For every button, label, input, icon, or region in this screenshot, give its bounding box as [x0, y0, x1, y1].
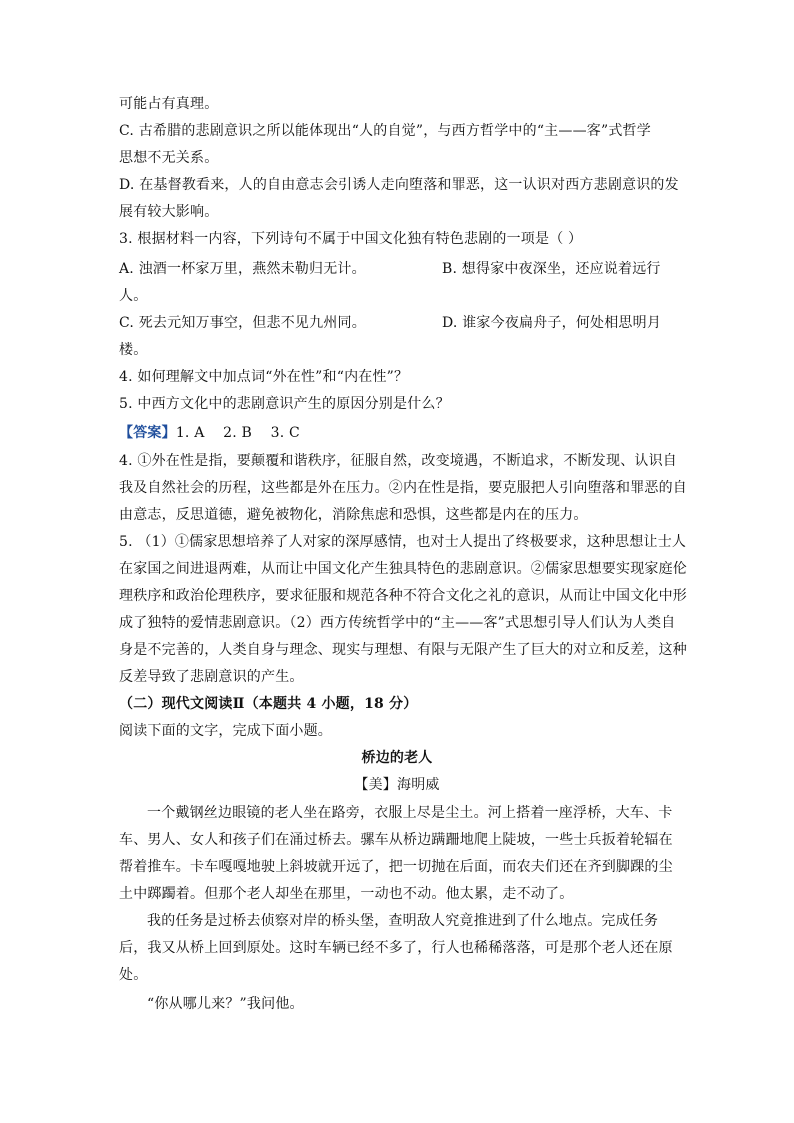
option-b-continued: 人。 — [119, 288, 148, 304]
story-dialogue: “你从哪儿来？”我问他。 — [147, 996, 304, 1012]
answer-line — [119, 423, 300, 443]
option-c: C. 死去元知万事空，但悲不见九州同。 — [119, 315, 366, 331]
story-paragraph-line: 处。 — [119, 967, 148, 983]
answer-5-line: 反差导致了悲剧意识的产生。 — [119, 669, 304, 685]
story-paragraph-line: 车、男人、女人和孩子们在涌过桥去。骡车从桥边蹒跚地爬上陡坡，一些士兵扳着轮辐在 — [119, 832, 673, 848]
answer-4-line: 由意志，反思道德，避免被物化，消除焦虑和恐惧，这些都是内在的压力。 — [119, 507, 588, 523]
answer-choices: 1. A 2. B 3. C — [175, 425, 300, 441]
question-5: 5. 中西方文化中的悲剧意识产生的原因分别是什么？ — [119, 396, 450, 412]
option-d-prev: D. 在基督教看来，人的自由意志会引诱人走向堕落和罪恶，这一认识对西方悲剧意识的发 — [119, 177, 679, 193]
story-paragraph-line: 帮着推车。卡车嘎嘎地驶上斜坡就开远了，把一切抛在后面，而农夫们还在齐到脚踝的尘 — [119, 859, 673, 875]
story-author: 【美】海明威 — [354, 777, 440, 793]
story-title: 桥边的老人 — [361, 750, 433, 766]
section-heading: （二）现代文阅读Ⅱ（本题共 4 小题，18 分） — [119, 696, 418, 712]
text-line: 可能占有真理。 — [119, 96, 219, 112]
answer-5-line: 5. （1）①儒家思想培养了人对家的深厚感情，也对士人提出了终极要求，这种思想让士人 — [119, 534, 687, 550]
option-b: B. 想得家中夜深坐，还应说着远行 — [442, 261, 661, 277]
story-paragraph-line: 后，我又从桥上回到原处。这时车辆已经不多了，行人也稀稀落落，可是那个老人还在原 — [119, 940, 673, 956]
question-4: 4. 如何理解文中加点词“外在性”和“内在性”？ — [119, 369, 409, 385]
story-paragraph-line: 土中踯躅着。但那个老人却坐在那里，一动也不动。他太累，走不动了。 — [119, 886, 574, 902]
text-line: 思想不无关系。 — [119, 150, 219, 166]
story-paragraph-line: 一个戴钢丝边眼镜的老人坐在路旁，衣服上尽是尘土。河上搭着一座浮桥，大车、卡 — [147, 805, 673, 821]
answer-tag: 【答案】 — [119, 425, 176, 441]
option-c-prev: C. 古希腊的悲剧意识之所以能体现出“人的自觉”，与西方哲学中的“主——客”式哲学 — [119, 123, 651, 139]
option-d-continued: 楼。 — [119, 342, 148, 358]
question-3: 3. 根据材料一内容，下列诗句不属于中国文化独有特色悲剧的一项是（ ） — [119, 231, 583, 247]
answer-5-line: 在家国之间进退两难，从而让中国文化产生独具特色的悲剧意识。②儒家思想要实现家庭伦 — [119, 561, 687, 577]
answer-4-line: 4. ①外在性是指，要颠覆和谐秩序，征服自然，改变境遇，不断追求，不断发现、认识自 — [119, 453, 678, 469]
text-line: 展有较大影响。 — [119, 204, 219, 220]
answer-5-line: 理秩序和政治伦理秩序，要求征服和规范各种不符合文化之礼的意识，从而让中国文化中形 — [119, 588, 687, 604]
instruction: 阅读下面的文字，完成下面小题。 — [119, 723, 332, 739]
option-d: D. 谁家今夜扁舟子，何处相思明月 — [442, 315, 662, 331]
answer-5-line: 成了独特的爱情悲剧意识。（2）西方传统哲学中的“主——客”式思想引导人们认为人类自 — [119, 615, 676, 631]
answer-4-line: 我及自然社会的历程，这些都是外在压力。②内在性是指，要克服把人引向堕落和罪恶的自 — [119, 480, 687, 496]
option-a: A. 浊酒一杯家万里，燕然未勒归无计。 — [119, 261, 366, 277]
story-paragraph-line: 我的任务是过桥去侦察对岸的桥头堡，查明敌人究竟推进到了什么地点。完成任务 — [147, 913, 659, 929]
answer-5-line: 身是不完善的，人类自身与理念、现实与理想、有限与无限产生了巨大的对立和反差，这种 — [119, 642, 687, 658]
